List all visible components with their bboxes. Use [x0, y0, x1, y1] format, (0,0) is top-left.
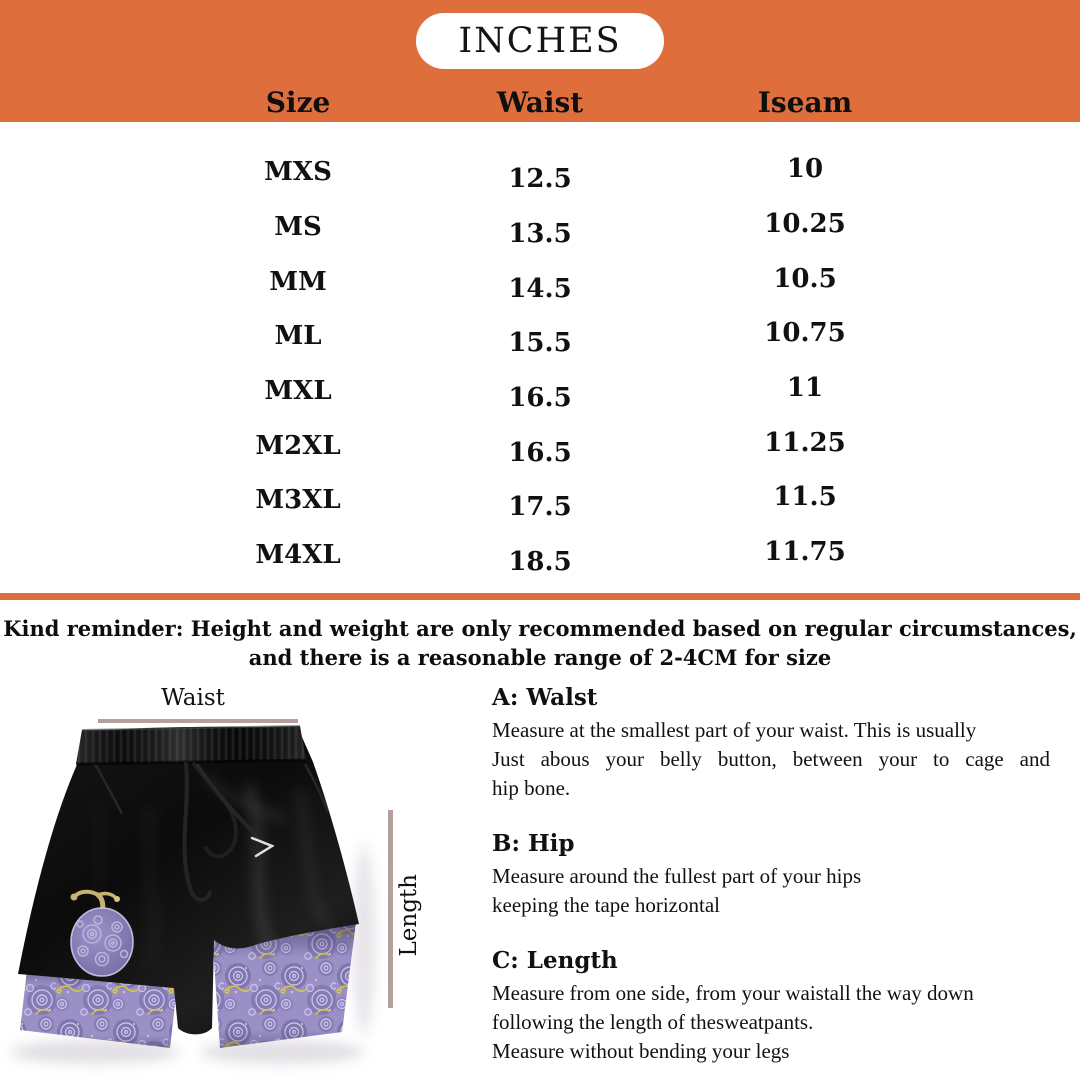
guide-section-hip	[492, 830, 1050, 920]
guide-line: hip bone.	[492, 776, 571, 800]
guide-line: Measure from one side, from your waistall the way down	[492, 981, 974, 1005]
header-band	[0, 0, 1080, 122]
waist-cell: 12.5	[508, 164, 572, 195]
waist-cell: 15.5	[508, 328, 572, 359]
size-cell: MS	[274, 212, 322, 243]
table-row	[0, 528, 1080, 583]
table-row	[0, 254, 1080, 309]
guide-section-waist	[492, 684, 1050, 803]
column-header-inseam: Iseam	[757, 86, 853, 119]
guide-section-title: C: Length	[492, 947, 618, 974]
table-row	[0, 200, 1080, 255]
waist-cell: 14.5	[508, 273, 572, 304]
size-cell: M2XL	[255, 430, 341, 461]
reminder-text	[0, 614, 1080, 672]
inseam-cell: 11	[786, 373, 824, 404]
size-cell: M3XL	[255, 485, 341, 516]
waist-cell: 16.5	[508, 437, 572, 468]
size-cell: MM	[269, 266, 327, 297]
guide-line: Measure at the smallest part of your waist. This is usually	[492, 718, 977, 742]
column-header-size: Size	[265, 86, 331, 119]
size-cell: MXS	[264, 157, 332, 188]
size-cell: M4XL	[255, 540, 341, 571]
inseam-cell: 10.5	[773, 263, 837, 294]
inseam-cell: 11.75	[764, 537, 846, 568]
length-measure-line	[388, 810, 393, 1008]
table-row	[0, 473, 1080, 528]
table-row	[0, 309, 1080, 364]
inseam-cell: 11.25	[764, 427, 846, 458]
waistband	[76, 726, 306, 764]
guide-line: keeping the tape horizontal	[492, 893, 720, 917]
guide-section-length	[492, 947, 1050, 1066]
length-measure-label: Length	[396, 874, 422, 957]
waist-measure-label: Waist	[161, 685, 225, 711]
guide-line: Measure around the fullest part of your hips	[492, 864, 862, 888]
table-row	[0, 418, 1080, 473]
waist-cell: 17.5	[508, 492, 572, 523]
guide-line: Measure without bending your legs	[492, 1039, 790, 1063]
column-header-waist: Waist	[496, 86, 584, 119]
section-divider	[0, 593, 1080, 600]
reminder-line-2: and there is a reasonable range of 2-4CM for size	[248, 645, 832, 670]
inseam-cell: 10.25	[764, 209, 846, 240]
measurement-guide	[492, 684, 1050, 1080]
waist-cell: 13.5	[508, 219, 572, 250]
inseam-cell: 10.75	[764, 318, 846, 349]
size-cell: ML	[274, 321, 322, 352]
reminder-line-1: Kind reminder: Height and weight are only recommended based on regular circumstances,	[3, 616, 1077, 641]
table-row	[0, 145, 1080, 200]
guide-section-title: B: Hip	[492, 830, 575, 857]
unit-pill	[416, 13, 664, 69]
guide-section-title: A: Walst	[492, 684, 598, 711]
size-cell: MXL	[264, 376, 332, 407]
inseam-cell: 11.5	[773, 482, 837, 513]
guide-line: Just abous your belly button, between your to cage and	[492, 747, 1050, 771]
table-row	[0, 364, 1080, 419]
unit-label: INCHES	[458, 21, 622, 61]
guide-line: following the length of thesweatpants.	[492, 1010, 814, 1034]
waist-cell: 18.5	[508, 547, 572, 578]
inseam-cell: 10	[786, 154, 824, 185]
waist-cell: 16.5	[508, 383, 572, 414]
size-table	[0, 145, 1080, 583]
